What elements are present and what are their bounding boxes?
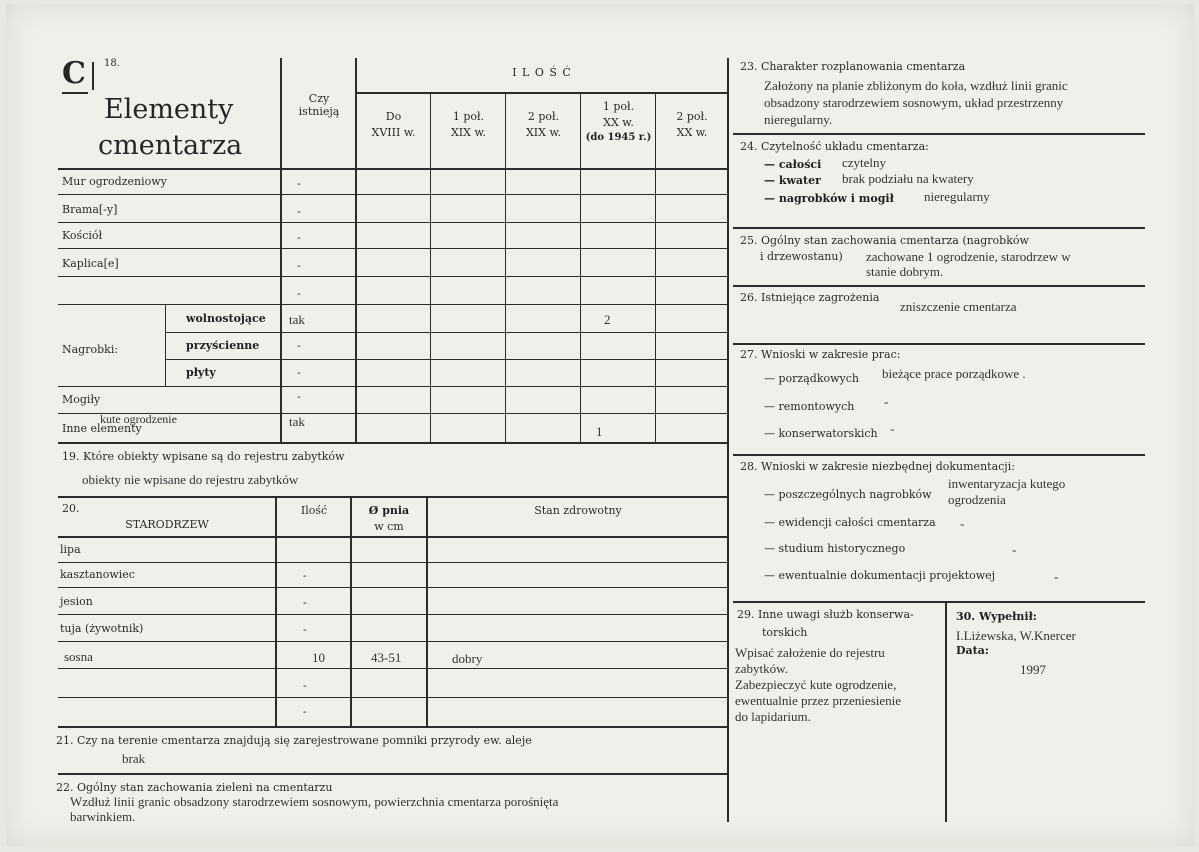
period-header-line1: 2 poł. bbox=[527, 110, 560, 123]
q27-item-answer: bieżące prace porządkowe . bbox=[882, 366, 1026, 381]
divider bbox=[655, 92, 656, 442]
q30-date: 1997 bbox=[1020, 662, 1046, 677]
divider bbox=[733, 454, 1145, 456]
q28-label: 28. Wnioski w zakresie niezbędnej dokumentacji: bbox=[740, 460, 1015, 473]
q30-data-label: Data: bbox=[956, 644, 989, 657]
divider bbox=[733, 227, 1145, 229]
title-line-2: cmentarza bbox=[98, 130, 243, 161]
starodrzew-qty: - bbox=[303, 679, 307, 692]
q28-item-label: — poszczególnych nagrobków bbox=[764, 488, 932, 501]
divider bbox=[58, 697, 727, 698]
divider bbox=[58, 386, 727, 387]
q22-answer-line2: barwinkiem. bbox=[70, 809, 136, 824]
inne-typed: kute ogrodzenie bbox=[100, 412, 177, 426]
divider bbox=[58, 304, 727, 305]
divider bbox=[275, 496, 277, 726]
q29-answer-line: ewentualnie przez przeniesienie bbox=[735, 693, 902, 708]
divider bbox=[355, 58, 357, 442]
starodrzew-name: lipa bbox=[60, 543, 81, 556]
q20-title: STARODRZEW bbox=[125, 518, 209, 531]
q24-item-label: — całości bbox=[764, 158, 822, 171]
q21-answer: brak bbox=[122, 751, 146, 766]
nagrobki-qty-1945: 2 bbox=[604, 312, 611, 327]
element-row-label: Brama[-y] bbox=[62, 203, 118, 216]
period-header-line1: 1 poł. bbox=[452, 110, 485, 123]
starodrzew-name: sosna bbox=[64, 649, 93, 664]
q29-label-line2: torskich bbox=[762, 626, 808, 639]
nagrobki-row-exists: - bbox=[297, 366, 301, 379]
divider bbox=[58, 496, 727, 498]
q24-item-answer: nieregularny bbox=[924, 189, 990, 204]
q27-item-label: — porządkowych bbox=[764, 372, 859, 385]
divider bbox=[355, 92, 727, 94]
section-letter-underline bbox=[62, 92, 88, 94]
element-row-exists: - bbox=[297, 177, 301, 190]
nagrobki-row-label: wolnostojące bbox=[186, 312, 266, 325]
q27-label: 27. Wnioski w zakresie prac: bbox=[740, 348, 901, 361]
q24-item-label: — nagrobków i mogił bbox=[764, 192, 894, 205]
divider bbox=[58, 726, 727, 728]
divider bbox=[58, 587, 727, 588]
divider bbox=[58, 168, 727, 170]
divider bbox=[165, 359, 727, 360]
inne-qty-1945: 1 bbox=[596, 424, 603, 439]
section-letter-bar bbox=[92, 62, 94, 90]
q22-answer-line1: Wzdłuż linii granic obsadzony starodrzewiem sosnowym, powierzchnia cmentarza porośnięta bbox=[70, 794, 559, 809]
q28-item-label: — studium historycznego bbox=[764, 542, 906, 555]
starodrzew-name: kasztanowiec bbox=[60, 568, 135, 581]
period-header-line2: XX w. bbox=[676, 126, 708, 139]
period-header-line2: XIX w. bbox=[450, 126, 487, 139]
divider bbox=[580, 92, 581, 442]
nagrobki-row-exists: tak bbox=[289, 312, 305, 327]
q23-answer-line2: obsadzony starodrzewiem sosnowym, układ przestrzenny bbox=[764, 95, 1064, 110]
divider bbox=[426, 496, 428, 726]
divider bbox=[430, 92, 431, 442]
q23-answer-line1: Założony na planie zbliżonym do koła, wzdłuż linii granic bbox=[764, 78, 1068, 93]
q20-col-pnia-unit: w cm bbox=[374, 520, 404, 533]
divider bbox=[58, 222, 727, 223]
divider bbox=[733, 285, 1145, 287]
divider bbox=[58, 641, 727, 642]
q24-label: 24. Czytelność układu cmentarza: bbox=[740, 140, 929, 153]
inne-label: Inne elementy bbox=[62, 422, 142, 435]
element-row-exists: - bbox=[297, 205, 301, 218]
period-header-line2: XVIII w. bbox=[371, 126, 416, 139]
nagrobki-label: Nagrobki: bbox=[62, 343, 119, 356]
inne-exists: tak bbox=[289, 414, 305, 429]
divider bbox=[727, 58, 729, 822]
starodrzew-qty: - bbox=[303, 569, 307, 582]
q27-item-label: — remontowych bbox=[764, 400, 855, 413]
element-row-exists: - bbox=[297, 287, 301, 300]
divider bbox=[58, 562, 727, 563]
divider bbox=[945, 601, 947, 822]
period-header-line2: XIX w. bbox=[525, 126, 562, 139]
q23-label: 23. Charakter rozplanowania cmentarza bbox=[740, 60, 966, 73]
q24-item-answer: czytelny bbox=[842, 155, 887, 170]
starodrzew-health: dobry bbox=[452, 651, 483, 666]
q27-item-answer: - bbox=[890, 421, 895, 436]
q28-item-answer-line1: - bbox=[1054, 569, 1059, 584]
q20-col-pnia: Ø pnia bbox=[368, 504, 410, 517]
element-row-label: Kościół bbox=[62, 229, 103, 242]
period-header-line2: XX w. bbox=[603, 116, 634, 129]
section-letter: C bbox=[62, 56, 87, 91]
q23-answer-line3: nieregularny. bbox=[764, 112, 833, 127]
q25-answer-line2: stanie dobrym. bbox=[866, 264, 944, 279]
ilosc-header: I L O Ś Ć bbox=[512, 66, 572, 79]
mogily-exists: - bbox=[297, 390, 301, 403]
divider bbox=[58, 194, 727, 195]
starodrzew-qty: - bbox=[303, 596, 307, 609]
q26-answer: zniszczenie cmentarza bbox=[900, 299, 1017, 314]
divider bbox=[58, 614, 727, 615]
mogily-label: Mogiły bbox=[62, 393, 101, 406]
element-row-label: Mur ogrodzeniowy bbox=[62, 175, 167, 188]
starodrzew-name: jesion bbox=[60, 595, 93, 608]
q29-label-line1: 29. Inne uwagi służb konserwa- bbox=[737, 608, 914, 621]
divider bbox=[733, 343, 1145, 345]
element-row-label: Kaplica[e] bbox=[62, 257, 119, 270]
q19-label: 19. Które obiekty wpisane są do rejestru zabytków bbox=[62, 450, 345, 463]
field-number-18: 18. bbox=[104, 58, 120, 69]
divider bbox=[58, 442, 727, 444]
element-row-exists: - bbox=[297, 231, 301, 244]
q22-label: 22. Ogólny stan zachowania zieleni na cmentarzu bbox=[56, 781, 333, 794]
nagrobki-row-exists: - bbox=[297, 339, 301, 352]
starodrzew-name: tuja (żywotnik) bbox=[60, 622, 144, 635]
q28-item-answer-line1: - bbox=[1012, 542, 1017, 557]
nagrobki-row-label: płyty bbox=[186, 366, 216, 379]
divider bbox=[350, 496, 352, 726]
divider bbox=[733, 133, 1145, 135]
title-line-1: Elementy bbox=[104, 94, 234, 125]
q27-item-label: — konserwatorskich bbox=[764, 427, 878, 440]
q28-item-label: — ewentualnie dokumentacji projektowej bbox=[764, 569, 996, 582]
divider bbox=[58, 536, 727, 538]
q25-label-line2: i drzewostanu) bbox=[760, 250, 843, 263]
q20-col-stan: Stan zdrowotny bbox=[534, 504, 622, 517]
starodrzew-qty: 10 bbox=[312, 650, 325, 665]
divider bbox=[58, 668, 727, 669]
starodrzew-diameter: 43-51 bbox=[371, 650, 402, 665]
q28-item-answer-line1: inwentaryzacja kutego bbox=[948, 476, 1066, 491]
period-header-line1: Do bbox=[385, 110, 402, 123]
q30-name: I.Liżewska, W.Knercer bbox=[956, 628, 1076, 643]
q20-col-ilosc: Ilość bbox=[300, 504, 328, 517]
element-row-exists: - bbox=[297, 259, 301, 272]
period-header-line1: 2 poł. bbox=[676, 110, 708, 123]
divider bbox=[733, 601, 1145, 603]
period-header-line3: (do 1945 r.) bbox=[585, 132, 652, 143]
q29-answer-line: Wpisać założenie do rejestru bbox=[735, 645, 885, 660]
q24-item-label: — kwater bbox=[764, 174, 821, 187]
q25-answer-line1: zachowane 1 ogrodzenie, starodrzew w bbox=[866, 249, 1071, 264]
divider bbox=[280, 58, 282, 442]
divider bbox=[58, 276, 727, 277]
q25-label-line1: 25. Ogólny stan zachowania cmentarza (nagrobków bbox=[740, 234, 1029, 247]
q29-answer-line: zabytków. bbox=[735, 661, 788, 676]
divider bbox=[165, 305, 166, 387]
q29-answer-line: Zabezpieczyć kute ogrodzenie, bbox=[735, 677, 897, 692]
q28-item-answer-line2: ogrodzenia bbox=[948, 492, 1006, 507]
divider bbox=[58, 248, 727, 249]
q19-answer: obiekty nie wpisane do rejestru zabytków bbox=[82, 472, 299, 487]
divider bbox=[58, 773, 727, 775]
starodrzew-qty: - bbox=[303, 705, 307, 718]
q20-number: 20. bbox=[62, 502, 80, 515]
period-header-line1: 1 poł. bbox=[602, 100, 635, 113]
q29-answer-line: do lapidarium. bbox=[735, 709, 811, 724]
q21-label: 21. Czy na terenie cmentarza znajdują się zarejestrowane pomniki przyrody ew. aleje bbox=[56, 734, 532, 747]
czy-istnieja-header: Czy istnieją bbox=[298, 92, 340, 118]
starodrzew-qty: - bbox=[303, 623, 307, 636]
q28-item-label: — ewidencji całości cmentarza bbox=[764, 516, 936, 529]
q28-item-answer-line1: - bbox=[960, 516, 965, 531]
divider bbox=[505, 92, 506, 442]
q24-item-answer: brak podziału na kwatery bbox=[842, 171, 974, 186]
nagrobki-row-label: przyścienne bbox=[186, 339, 260, 352]
divider bbox=[165, 332, 727, 333]
q30-label: 30. Wypełnił: bbox=[956, 610, 1037, 623]
q26-label: 26. Istniejące zagrożenia bbox=[740, 291, 880, 304]
q27-item-answer: - bbox=[884, 394, 889, 409]
